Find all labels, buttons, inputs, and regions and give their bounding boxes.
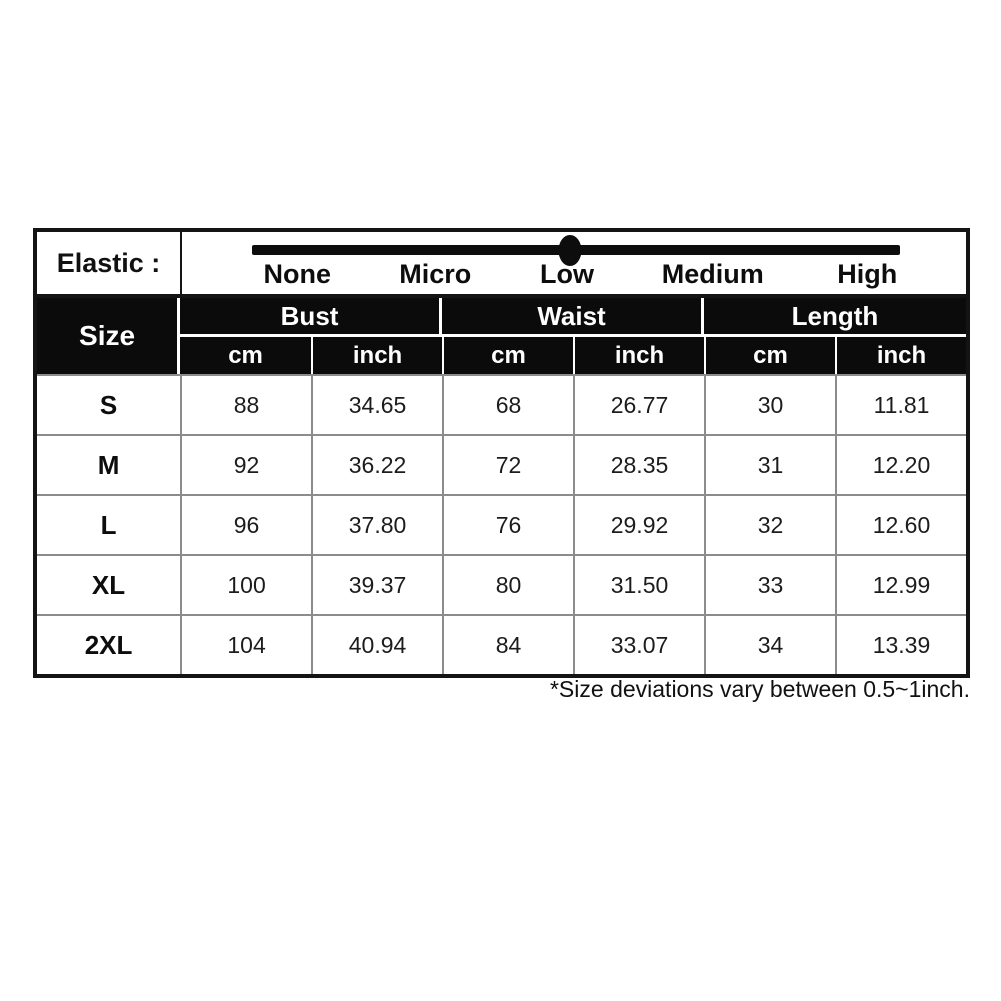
value-cell: 13.39 xyxy=(835,614,966,674)
group-header-row xyxy=(37,298,966,337)
value-cell: 33.07 xyxy=(573,614,704,674)
value-cell: 12.20 xyxy=(835,434,966,494)
size-cell: M xyxy=(37,434,180,494)
value-cell: 30 xyxy=(704,374,835,434)
value-cell: 88 xyxy=(180,374,311,434)
size-cell: XL xyxy=(37,554,180,614)
group-header-bust: Bust xyxy=(180,298,442,337)
table-row-2xl xyxy=(37,614,966,674)
value-cell: 104 xyxy=(180,614,311,674)
unit-header-length-inch: inch xyxy=(835,337,966,374)
slider-level-micro: Micro xyxy=(399,259,472,289)
value-cell: 12.99 xyxy=(835,554,966,614)
value-cell: 96 xyxy=(180,494,311,554)
value-cell: 76 xyxy=(442,494,573,554)
unit-header-waist-inch: inch xyxy=(573,337,704,374)
slider-level-high: High xyxy=(837,259,898,289)
table-row-l xyxy=(37,494,966,554)
value-cell: 68 xyxy=(442,374,573,434)
elastic-slider-wrap xyxy=(182,232,966,294)
size-corner-header: Size xyxy=(37,298,180,374)
size-chart-table xyxy=(33,228,970,678)
size-cell: L xyxy=(37,494,180,554)
elastic-row xyxy=(37,232,966,298)
value-cell: 31.50 xyxy=(573,554,704,614)
unit-header-length-cm: cm xyxy=(704,337,835,374)
value-cell: 12.60 xyxy=(835,494,966,554)
table-row-m xyxy=(37,434,966,494)
value-cell: 39.37 xyxy=(311,554,442,614)
table-row-s xyxy=(37,374,966,434)
unit-header-waist-cm: cm xyxy=(442,337,573,374)
group-header-length: Length xyxy=(704,298,966,337)
group-header-waist: Waist xyxy=(442,298,704,337)
unit-header-bust-inch: inch xyxy=(311,337,442,374)
value-cell: 33 xyxy=(704,554,835,614)
value-cell: 34.65 xyxy=(311,374,442,434)
size-cell: 2XL xyxy=(37,614,180,674)
value-cell: 32 xyxy=(704,494,835,554)
value-cell: 40.94 xyxy=(311,614,442,674)
value-cell: 37.80 xyxy=(311,494,442,554)
size-cell: S xyxy=(37,374,180,434)
slider-level-low: Low xyxy=(539,259,594,289)
value-cell: 36.22 xyxy=(311,434,442,494)
slider-level-none: None xyxy=(263,259,332,289)
value-cell: 100 xyxy=(180,554,311,614)
elastic-label: Elastic : xyxy=(37,232,180,298)
value-cell: 72 xyxy=(442,434,573,494)
value-cell: 28.35 xyxy=(573,434,704,494)
elastic-slider xyxy=(180,232,966,298)
value-cell: 31 xyxy=(704,434,835,494)
value-cell: 84 xyxy=(442,614,573,674)
value-cell: 34 xyxy=(704,614,835,674)
unit-header-bust-cm: cm xyxy=(180,337,311,374)
value-cell: 80 xyxy=(442,554,573,614)
value-cell: 92 xyxy=(180,434,311,494)
value-cell: 26.77 xyxy=(573,374,704,434)
value-cell: 11.81 xyxy=(835,374,966,434)
table-row-xl xyxy=(37,554,966,614)
value-cell: 29.92 xyxy=(573,494,704,554)
footnote: *Size deviations vary between 0.5~1inch. xyxy=(549,676,970,702)
slider-level-medium: Medium xyxy=(661,259,764,289)
